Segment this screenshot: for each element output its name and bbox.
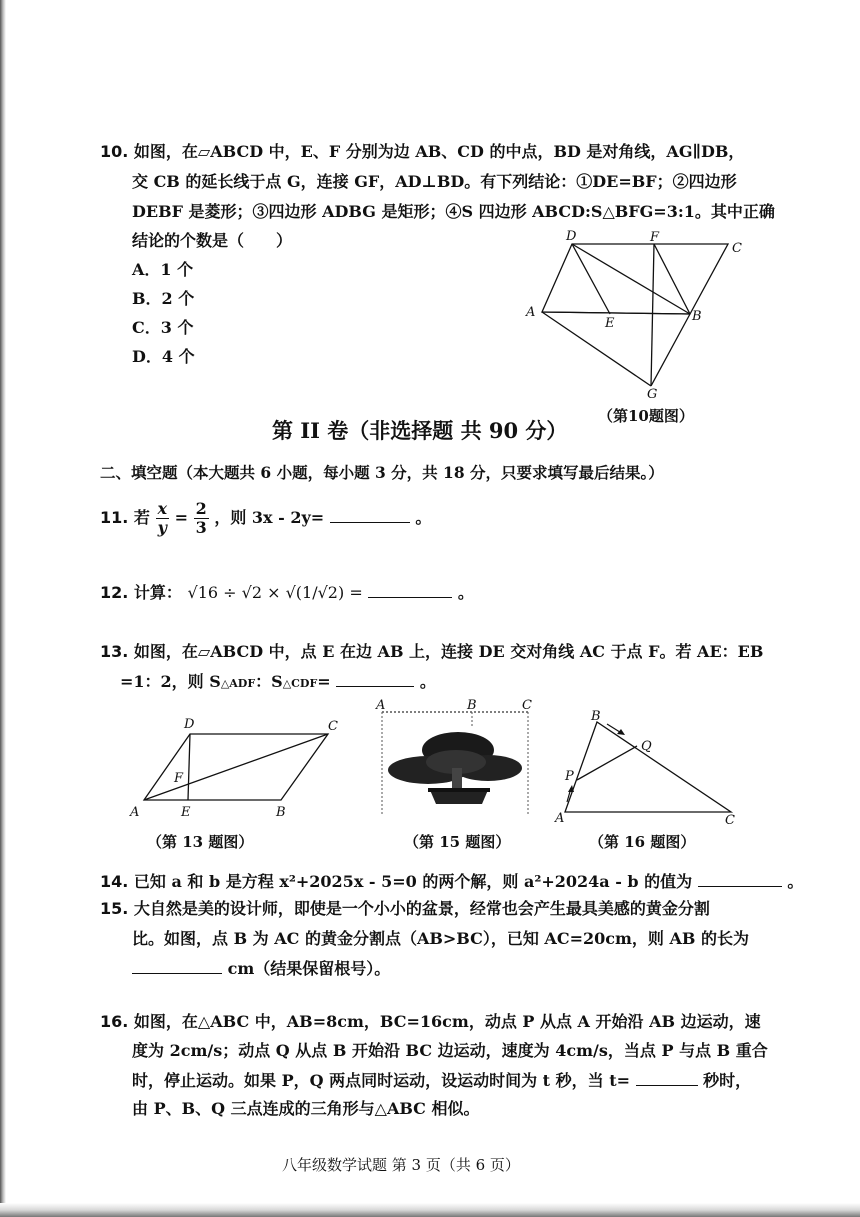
question-12: [100, 575, 474, 611]
q16-line2: 度为 2cm/s；动点 Q 从点 B 开始沿 BC 边运动，速度为 4cm/s，当点 P 与点 B 重合: [132, 1041, 768, 1060]
q13-answer-blank[interactable]: [336, 670, 414, 687]
bonsai-tree-icon: [388, 732, 522, 804]
question-14: [100, 870, 803, 893]
q10-option-b: B．2 个: [132, 289, 195, 308]
q10-option-c: C．3 个: [132, 318, 194, 337]
q13-label-d: D: [184, 717, 195, 732]
q15-line3: [132, 957, 390, 980]
q16-line3: [132, 1069, 751, 1092]
q13-label-a: A: [130, 805, 140, 820]
q15-line2: 比。如图，点 B 为 AC 的黄金分割点（AB>BC），已知 AC=20cm，则 AB 的长为: [132, 929, 749, 948]
q10-caption: （第10题图）: [598, 407, 694, 425]
q10-label-b: B: [692, 309, 702, 324]
q14-answer-blank[interactable]: [698, 870, 782, 887]
question-11: [100, 498, 431, 538]
q13-label-f: F: [174, 771, 184, 786]
q12-answer-blank[interactable]: [368, 581, 452, 598]
q11-fraction-23: [194, 500, 209, 537]
q10-label-d: D: [566, 229, 577, 244]
q14-end: 。: [787, 872, 804, 891]
q16-number: 16.: [100, 1012, 129, 1031]
q10-line4: 结论的个数是（ ）: [132, 231, 293, 250]
q14-number: 14.: [100, 872, 129, 891]
q15-label-a: A: [376, 698, 386, 713]
q13-line1: [100, 641, 763, 663]
q10-number: 10.: [100, 142, 129, 161]
section-2-subtitle: 二、填空题（本大题共 6 小题，每小题 3 分，共 18 分，只要求填写最后结果。）: [100, 463, 664, 482]
q13-number: 13.: [100, 642, 129, 661]
q11-frac2-den: 3: [195, 518, 207, 537]
q10-option-a: A．1 个: [132, 260, 194, 279]
q13-end: 。: [419, 672, 436, 691]
q13-line2-mid: ：S: [255, 672, 283, 691]
q16-label-b: B: [591, 710, 601, 724]
q16-label-a: A: [555, 811, 565, 826]
q13-label-b: B: [276, 805, 286, 820]
q12-pre: 计算：: [133, 583, 182, 602]
q15-text-1: 大自然是美的设计师，即使是一个小小的盆景，经常也会产生最具美感的黄金分割: [133, 899, 710, 918]
q13-line2-post: =: [317, 672, 331, 691]
q10-line2: 交 CB 的延长线于点 G，连接 GF，AD⊥BD。有下列结论：①DE=BF；②四边形: [132, 172, 737, 191]
q10-option-d: D．4 个: [132, 347, 195, 366]
q11-frac2-num: 2: [195, 499, 207, 518]
q16-line4: 由 P、B、Q 三点连成的三角形与△ABC 相似。: [132, 1099, 480, 1118]
q10-line3: DEBF 是菱形；③四边形 ADBG 是矩形；④S 四边形 ABCD:S△BFG=3:1。其中正确: [132, 202, 775, 221]
q13-line2-pre: =1：2，则 S: [120, 672, 221, 691]
q13-line2: [120, 670, 436, 695]
q16-label-c: C: [725, 813, 735, 828]
q15-label-c: C: [522, 698, 532, 713]
q10-text-1: 如图，在▱ABCD 中，E、F 分别为边 AB、CD 的中点，BD 是对角线，AG∥DB，: [133, 142, 745, 161]
q13-sub-cdf: △CDF: [282, 677, 318, 690]
q15-figure: [370, 698, 540, 828]
q11-post: ，则 3x - 2y=: [214, 508, 325, 527]
q10-label-c: C: [732, 241, 742, 256]
q10-label-f: F: [650, 230, 660, 245]
q15-answer-blank[interactable]: [132, 957, 222, 974]
page-footer: 八年级数学试题 第 3 页（共 6 页）: [282, 1156, 520, 1174]
q12-end: 。: [457, 583, 474, 602]
q16-label-p: P: [565, 769, 574, 784]
q15-caption: （第 15 题图）: [404, 833, 511, 851]
q11-number: 11.: [100, 508, 129, 527]
q15-text-3: cm（结果保留根号）。: [227, 959, 391, 978]
q10-label-g: G: [647, 387, 658, 398]
q15-line1: [100, 898, 710, 920]
q13-label-e: E: [181, 805, 191, 820]
page-shadow-left: [0, 0, 6, 1217]
q16-label-q: Q: [641, 739, 652, 754]
q13-figure: [126, 710, 346, 825]
q13-sub-adf: △ADF: [220, 677, 256, 690]
q16-caption: （第 16 题图）: [589, 833, 696, 851]
q11-eq: =: [174, 508, 189, 527]
q13-text-1: 如图，在▱ABCD 中，点 E 在边 AB 上，连接 DE 交对角线 AC 于点 F。若 AE：EB: [133, 642, 764, 661]
q16-answer-blank[interactable]: [636, 1069, 698, 1086]
q10-line1: [100, 141, 744, 163]
q11-answer-blank[interactable]: [330, 506, 410, 523]
q16-arrowhead-bq: [617, 729, 625, 735]
q11-frac1-den: y: [157, 518, 167, 537]
q10-label-a: A: [526, 305, 536, 320]
q16-text-3-pre: 时，停止运动。如果 P，Q 两点同时运动，设运动时间为 t 秒，当 t=: [132, 1071, 631, 1090]
q15-label-b: B: [467, 698, 477, 713]
q10-figure: [520, 228, 760, 398]
q16-text-1: 如图，在△ABC 中，AB=8cm，BC=16cm，动点 P 从点 A 开始沿 AB 边运动，速: [133, 1012, 761, 1031]
q13-caption: （第 13 题图）: [147, 833, 254, 851]
section-2-title: 第 II 卷（非选择题 共 90 分）: [272, 418, 568, 443]
q11-end: 。: [415, 508, 432, 527]
q14-text: 已知 a 和 b 是方程 x²+2025x - 5=0 的两个解，则 a²+2024a - b 的值为: [133, 872, 693, 891]
q16-text-3-post: 秒时，: [703, 1071, 752, 1090]
page-shadow-bottom: [0, 1203, 860, 1217]
q11-fraction-xy: [156, 500, 170, 537]
q15-number: 15.: [100, 899, 129, 918]
q12-number: 12.: [100, 583, 129, 602]
q12-expression: √16 ÷ √2 × √(1/√2) =: [187, 583, 363, 602]
q11-frac1-num: x: [157, 499, 168, 518]
q11-pre: 若: [133, 508, 150, 527]
q10-label-e: E: [605, 316, 615, 331]
q16-figure: [545, 710, 745, 830]
q13-label-c: C: [328, 719, 338, 734]
q16-line1: [100, 1011, 761, 1033]
